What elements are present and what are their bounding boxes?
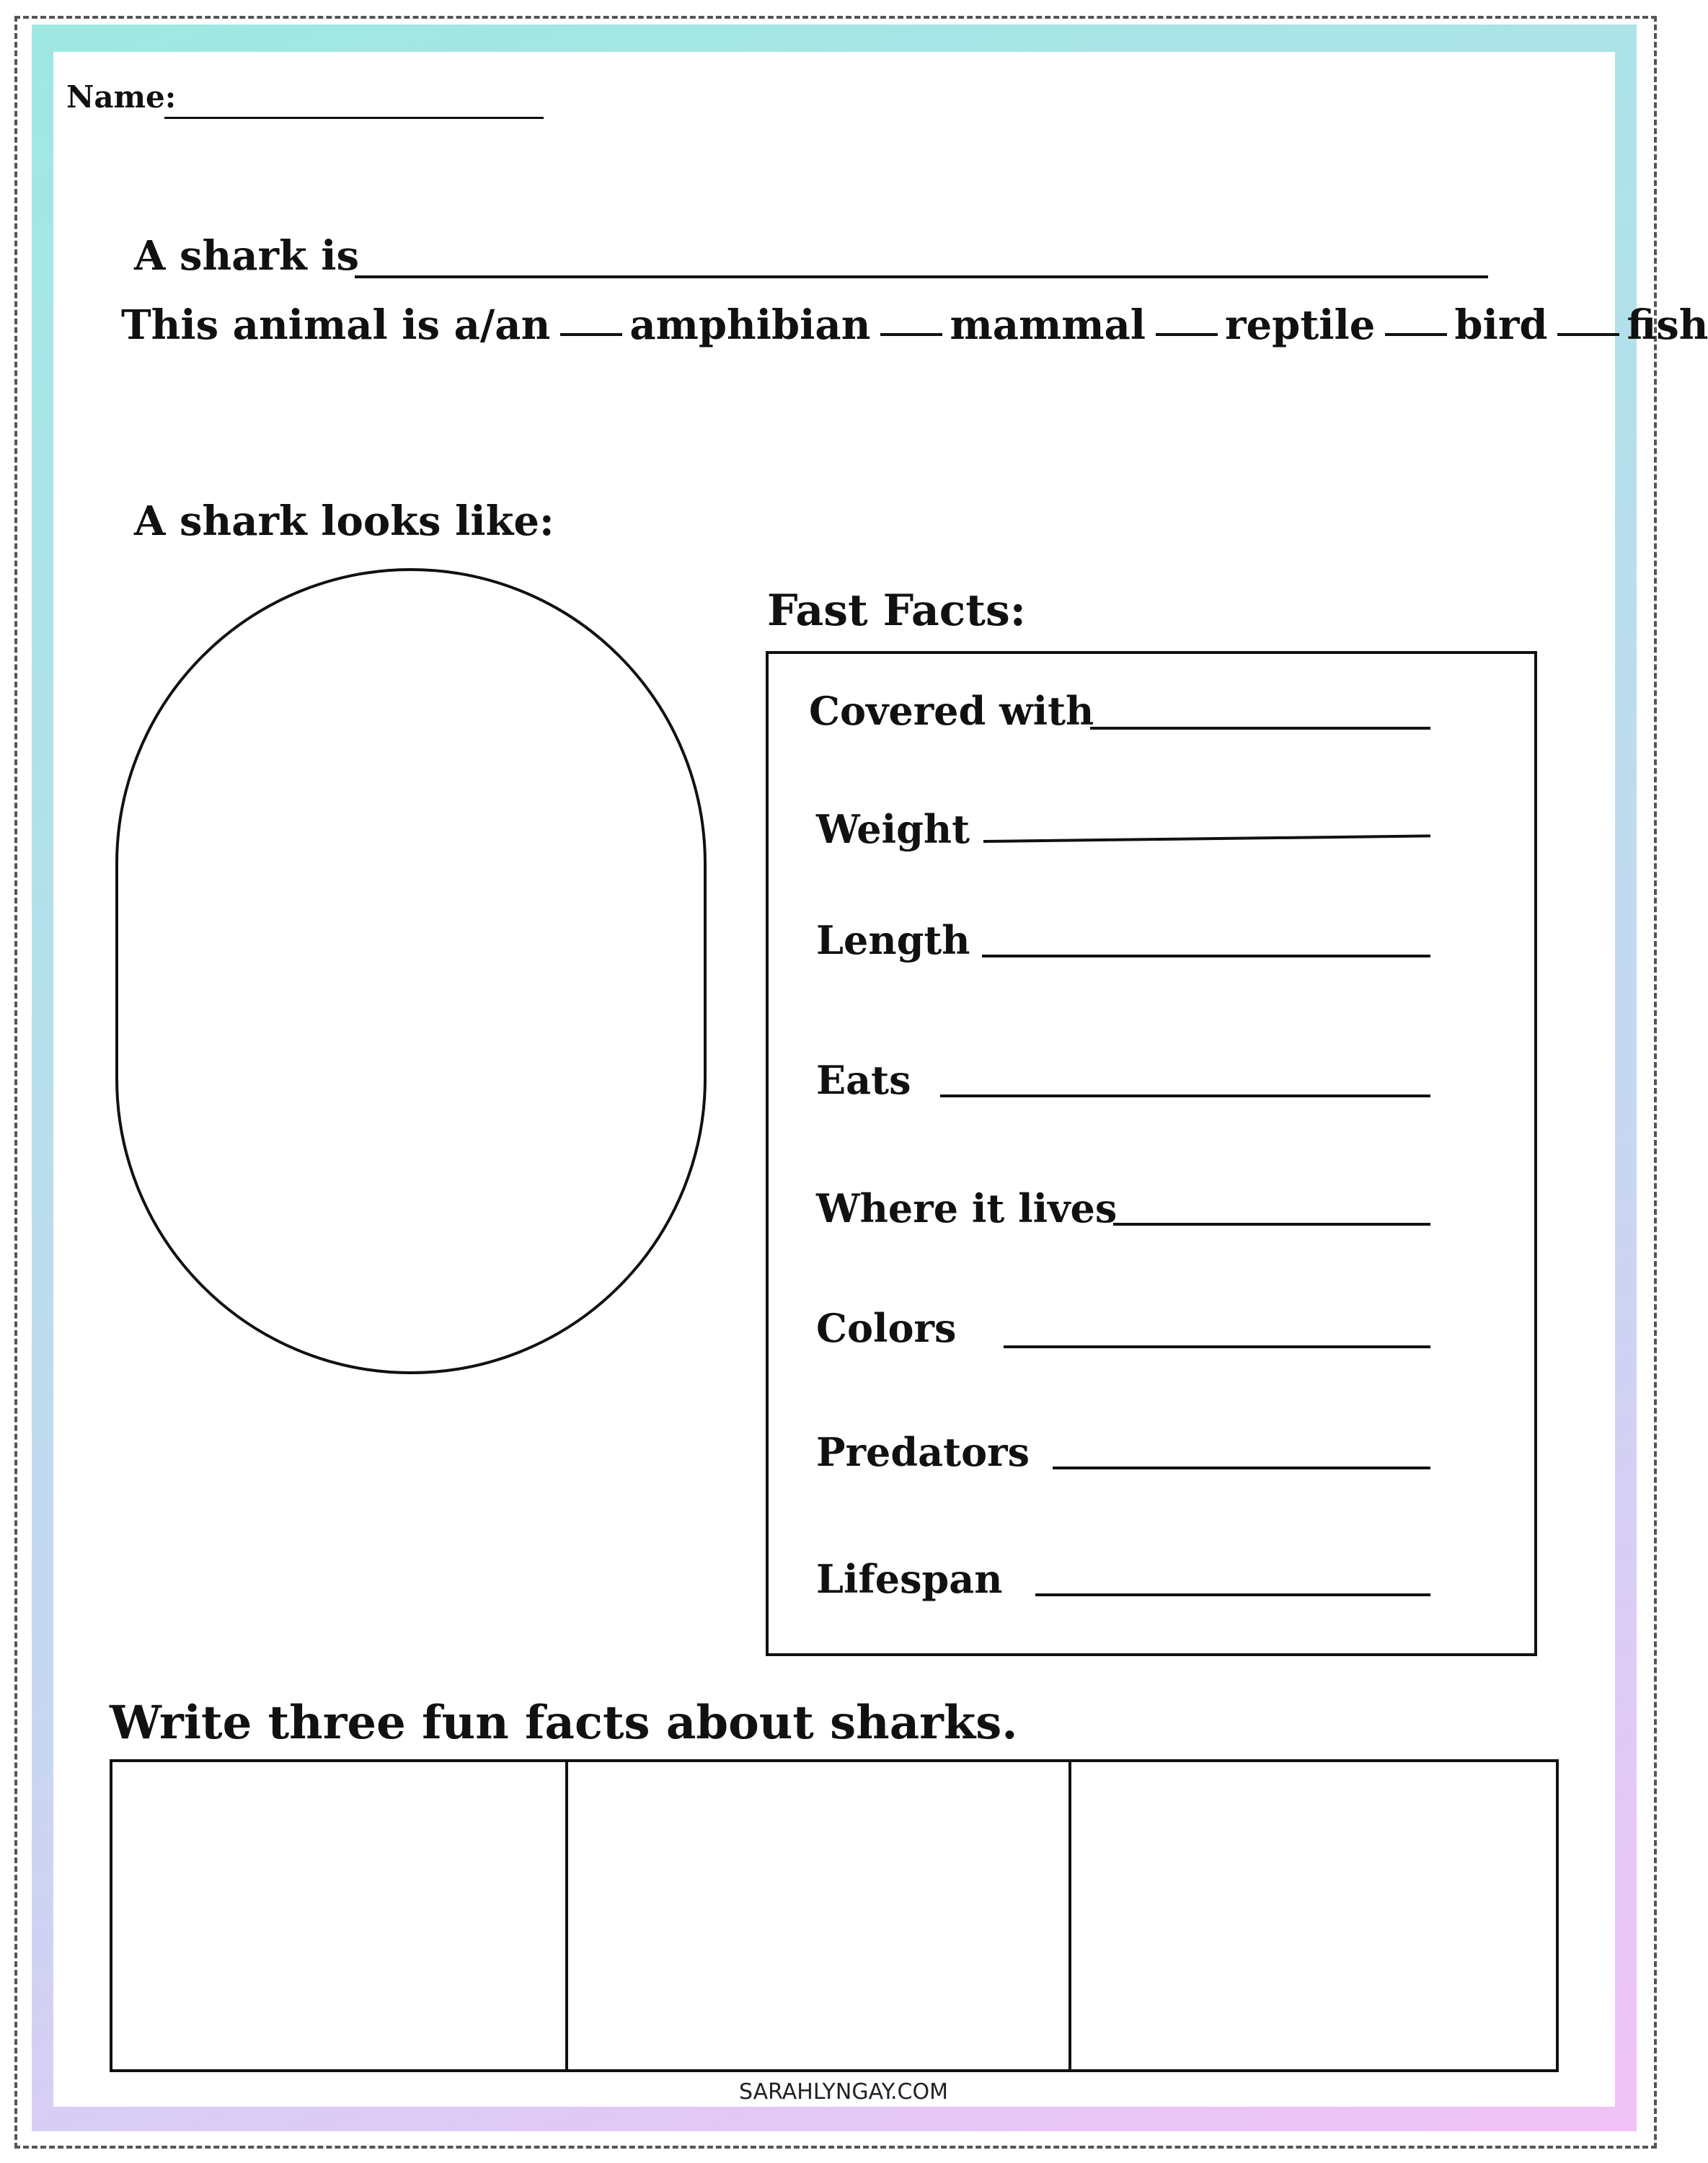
fun-fact-box-3[interactable] [1071, 1762, 1556, 2069]
fast-facts-title: Fast Facts: [767, 585, 1026, 636]
name-field[interactable] [164, 117, 544, 119]
fact-label-eats: Eats [816, 1057, 911, 1103]
option-mammal: mammal [950, 301, 1146, 349]
shark-is-field[interactable] [355, 275, 1488, 278]
fact-label-covered-with: Covered with [809, 688, 1094, 734]
fast-facts-box [766, 651, 1537, 1656]
option-fish: fish [1627, 301, 1708, 349]
fact-label-length: Length [816, 917, 970, 963]
drawing-label: A shark looks like: [134, 497, 554, 545]
fact-field-lifespan[interactable] [1035, 1593, 1430, 1596]
animal-class-row [121, 301, 1708, 349]
option-blank-amphibian[interactable] [560, 333, 622, 336]
fun-facts-title: Write three fun facts about sharks. [110, 1696, 1018, 1750]
fact-label-lifespan: Lifespan [816, 1556, 1003, 1602]
drawing-oval[interactable] [115, 568, 707, 1374]
fun-fact-box-2[interactable] [568, 1762, 1071, 2069]
animal-class-prefix: This animal is a/an [121, 301, 551, 349]
option-blank-fish[interactable] [1557, 333, 1619, 336]
fact-field-eats[interactable] [940, 1094, 1430, 1097]
fact-field-colors[interactable] [1004, 1345, 1430, 1348]
fact-label-where-it-lives: Where it lives [816, 1185, 1118, 1231]
option-blank-mammal[interactable] [880, 333, 942, 336]
fact-field-predators[interactable] [1053, 1467, 1430, 1469]
name-label: Name: [66, 79, 177, 115]
option-bird: bird [1454, 301, 1548, 349]
fun-facts-grid [110, 1759, 1559, 2072]
fact-field-where-it-lives[interactable] [1113, 1223, 1430, 1226]
fact-field-covered-with[interactable] [1090, 727, 1430, 730]
fact-label-weight: Weight [816, 806, 970, 852]
fact-field-length[interactable] [982, 955, 1430, 957]
option-blank-reptile[interactable] [1156, 333, 1218, 336]
fact-label-predators: Predators [816, 1429, 1030, 1475]
footer-website: SARAHLYNGAY.COM [739, 2079, 948, 2105]
shark-is-label: A shark is [134, 232, 360, 280]
option-blank-bird[interactable] [1385, 333, 1447, 336]
option-amphibian: amphibian [629, 301, 871, 349]
fun-fact-box-1[interactable] [112, 1762, 568, 2069]
fact-label-colors: Colors [816, 1305, 957, 1351]
option-reptile: reptile [1225, 301, 1376, 349]
